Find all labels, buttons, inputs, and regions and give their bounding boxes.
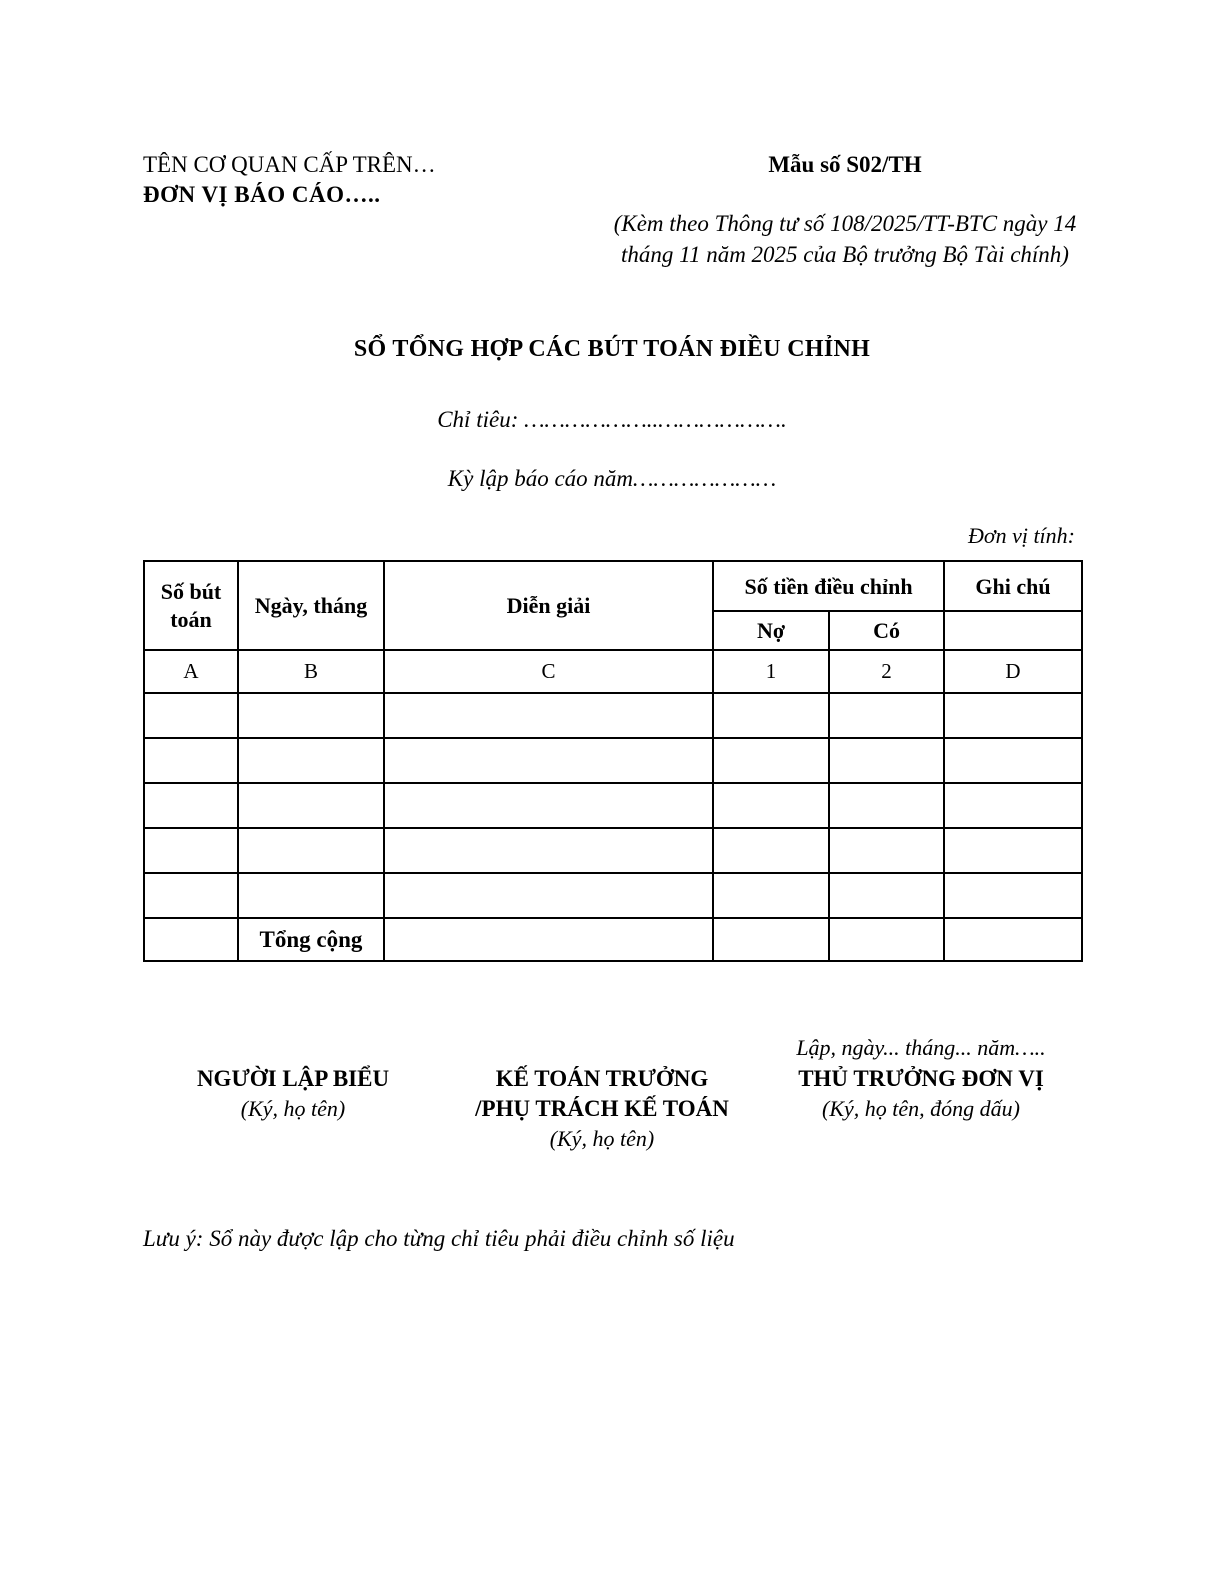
- table-cell: [238, 693, 384, 738]
- table-cell: [384, 693, 713, 738]
- table-cell: [238, 783, 384, 828]
- code-cell: D: [944, 650, 1082, 693]
- table-cell: [144, 828, 238, 873]
- signature-section: [143, 1034, 1081, 1154]
- criteria-line: Chỉ tiêu: ………………..……………….: [437, 407, 787, 433]
- unit-head-subtitle: (Ký, họ tên, đóng dấu): [822, 1096, 1020, 1122]
- table-row: [144, 828, 1082, 873]
- table-cell: [238, 738, 384, 783]
- form-number: Mẫu số S02/TH: [768, 152, 922, 177]
- signature-date-line: Lập, ngày... tháng... năm…..: [796, 1035, 1046, 1061]
- col-header-credit: Có: [829, 611, 944, 650]
- col-header-adjustment-amount: Số tiền điều chỉnh: [713, 561, 944, 611]
- table-cell: [144, 783, 238, 828]
- col-header-note-empty-cell: [944, 611, 1082, 650]
- table-cell: [829, 828, 944, 873]
- table-cell: [144, 918, 238, 961]
- form-block: [609, 150, 1081, 270]
- table-cell: [144, 873, 238, 918]
- signature-preparer: [143, 1034, 443, 1154]
- chief-accountant-title-line1: KẾ TOÁN TRƯỞNG: [495, 1066, 709, 1092]
- table-cell: [944, 783, 1082, 828]
- reporting-unit-line: ĐƠN VỊ BÁO CÁO…..: [143, 181, 381, 207]
- table-cell: [829, 693, 944, 738]
- signature-chief-accountant: [443, 1034, 761, 1154]
- table-cell: [713, 693, 829, 738]
- table-row: [144, 738, 1082, 783]
- table-code-row-body: [144, 650, 1082, 693]
- preparer-subtitle: (Ký, họ tên): [240, 1096, 346, 1122]
- code-cell: C: [384, 650, 713, 693]
- table-cell: [384, 828, 713, 873]
- total-label-cell: Tổng cộng: [238, 918, 384, 961]
- superior-agency-line: TÊN CƠ QUAN CẤP TRÊN…: [143, 152, 436, 177]
- header-row-1: [144, 561, 1082, 611]
- table-cell: [713, 918, 829, 961]
- chief-accountant-title-line2: /PHỤ TRÁCH KẾ TOÁN: [475, 1096, 729, 1122]
- page-title: SỔ TỔNG HỢP CÁC BÚT TOÁN ĐIỀU CHỈNH: [353, 335, 871, 362]
- table-row: [144, 693, 1082, 738]
- table-cell: [238, 873, 384, 918]
- col-header-description: Diễn giải: [384, 561, 713, 650]
- attachment-note: (Kèm theo Thông tư số 108/2025/TT-BTC ngày 14 tháng 11 năm 2025 của Bộ trưởng Bộ Tài chính): [613, 210, 1077, 267]
- table-cell: [713, 873, 829, 918]
- code-cell: B: [238, 650, 384, 693]
- document-header: [143, 150, 1081, 270]
- table-cell: [944, 873, 1082, 918]
- col-header-note: Ghi chú: [944, 561, 1082, 611]
- signature-spacer: [143, 1034, 443, 1064]
- table-cell: [238, 828, 384, 873]
- table-cell: [144, 738, 238, 783]
- column-code-row: [144, 650, 1082, 693]
- adjustment-entries-table: [143, 560, 1083, 962]
- table-cell: [384, 783, 713, 828]
- period-line: Kỳ lập báo cáo năm…………………: [447, 465, 777, 491]
- code-cell: 2: [829, 650, 944, 693]
- total-row: [144, 918, 1082, 961]
- table-cell: [829, 918, 944, 961]
- table-empty-rows: [144, 693, 1082, 918]
- chief-accountant-subtitle: (Ký, họ tên): [549, 1126, 655, 1152]
- signature-unit-head: [761, 1034, 1081, 1154]
- table-cell: [829, 783, 944, 828]
- unit-label: Đơn vị tính:: [967, 522, 1075, 548]
- col-header-date: Ngày, tháng: [238, 561, 384, 650]
- table-row: [144, 783, 1082, 828]
- table-cell: [829, 738, 944, 783]
- footer-note: Lưu ý: Sổ này được lập cho từng chỉ tiêu phải điều chỉnh số liệu: [143, 1226, 735, 1252]
- table-cell: [384, 738, 713, 783]
- table-cell: [713, 738, 829, 783]
- table-cell: [713, 828, 829, 873]
- code-cell: 1: [713, 650, 829, 693]
- table-cell: [944, 918, 1082, 961]
- preparer-title: NGƯỜI LẬP BIỂU: [196, 1066, 390, 1092]
- table-header: [144, 561, 1082, 650]
- table-row: [144, 873, 1082, 918]
- unit-head-title: THỦ TRƯỞNG ĐƠN VỊ: [798, 1066, 1044, 1092]
- org-block: [143, 150, 603, 210]
- table-cell: [829, 873, 944, 918]
- table-cell: [944, 828, 1082, 873]
- table-total-body: [144, 918, 1082, 961]
- table-cell: [713, 783, 829, 828]
- table-cell: [384, 918, 713, 961]
- col-header-debit: Nợ: [713, 611, 829, 650]
- code-cell: A: [144, 650, 238, 693]
- table-cell: [144, 693, 238, 738]
- table-cell: [384, 873, 713, 918]
- table-cell: [944, 738, 1082, 783]
- table-cell: [944, 693, 1082, 738]
- signature-spacer: [443, 1034, 761, 1064]
- col-header-entry-no: Số bút toán: [144, 561, 238, 650]
